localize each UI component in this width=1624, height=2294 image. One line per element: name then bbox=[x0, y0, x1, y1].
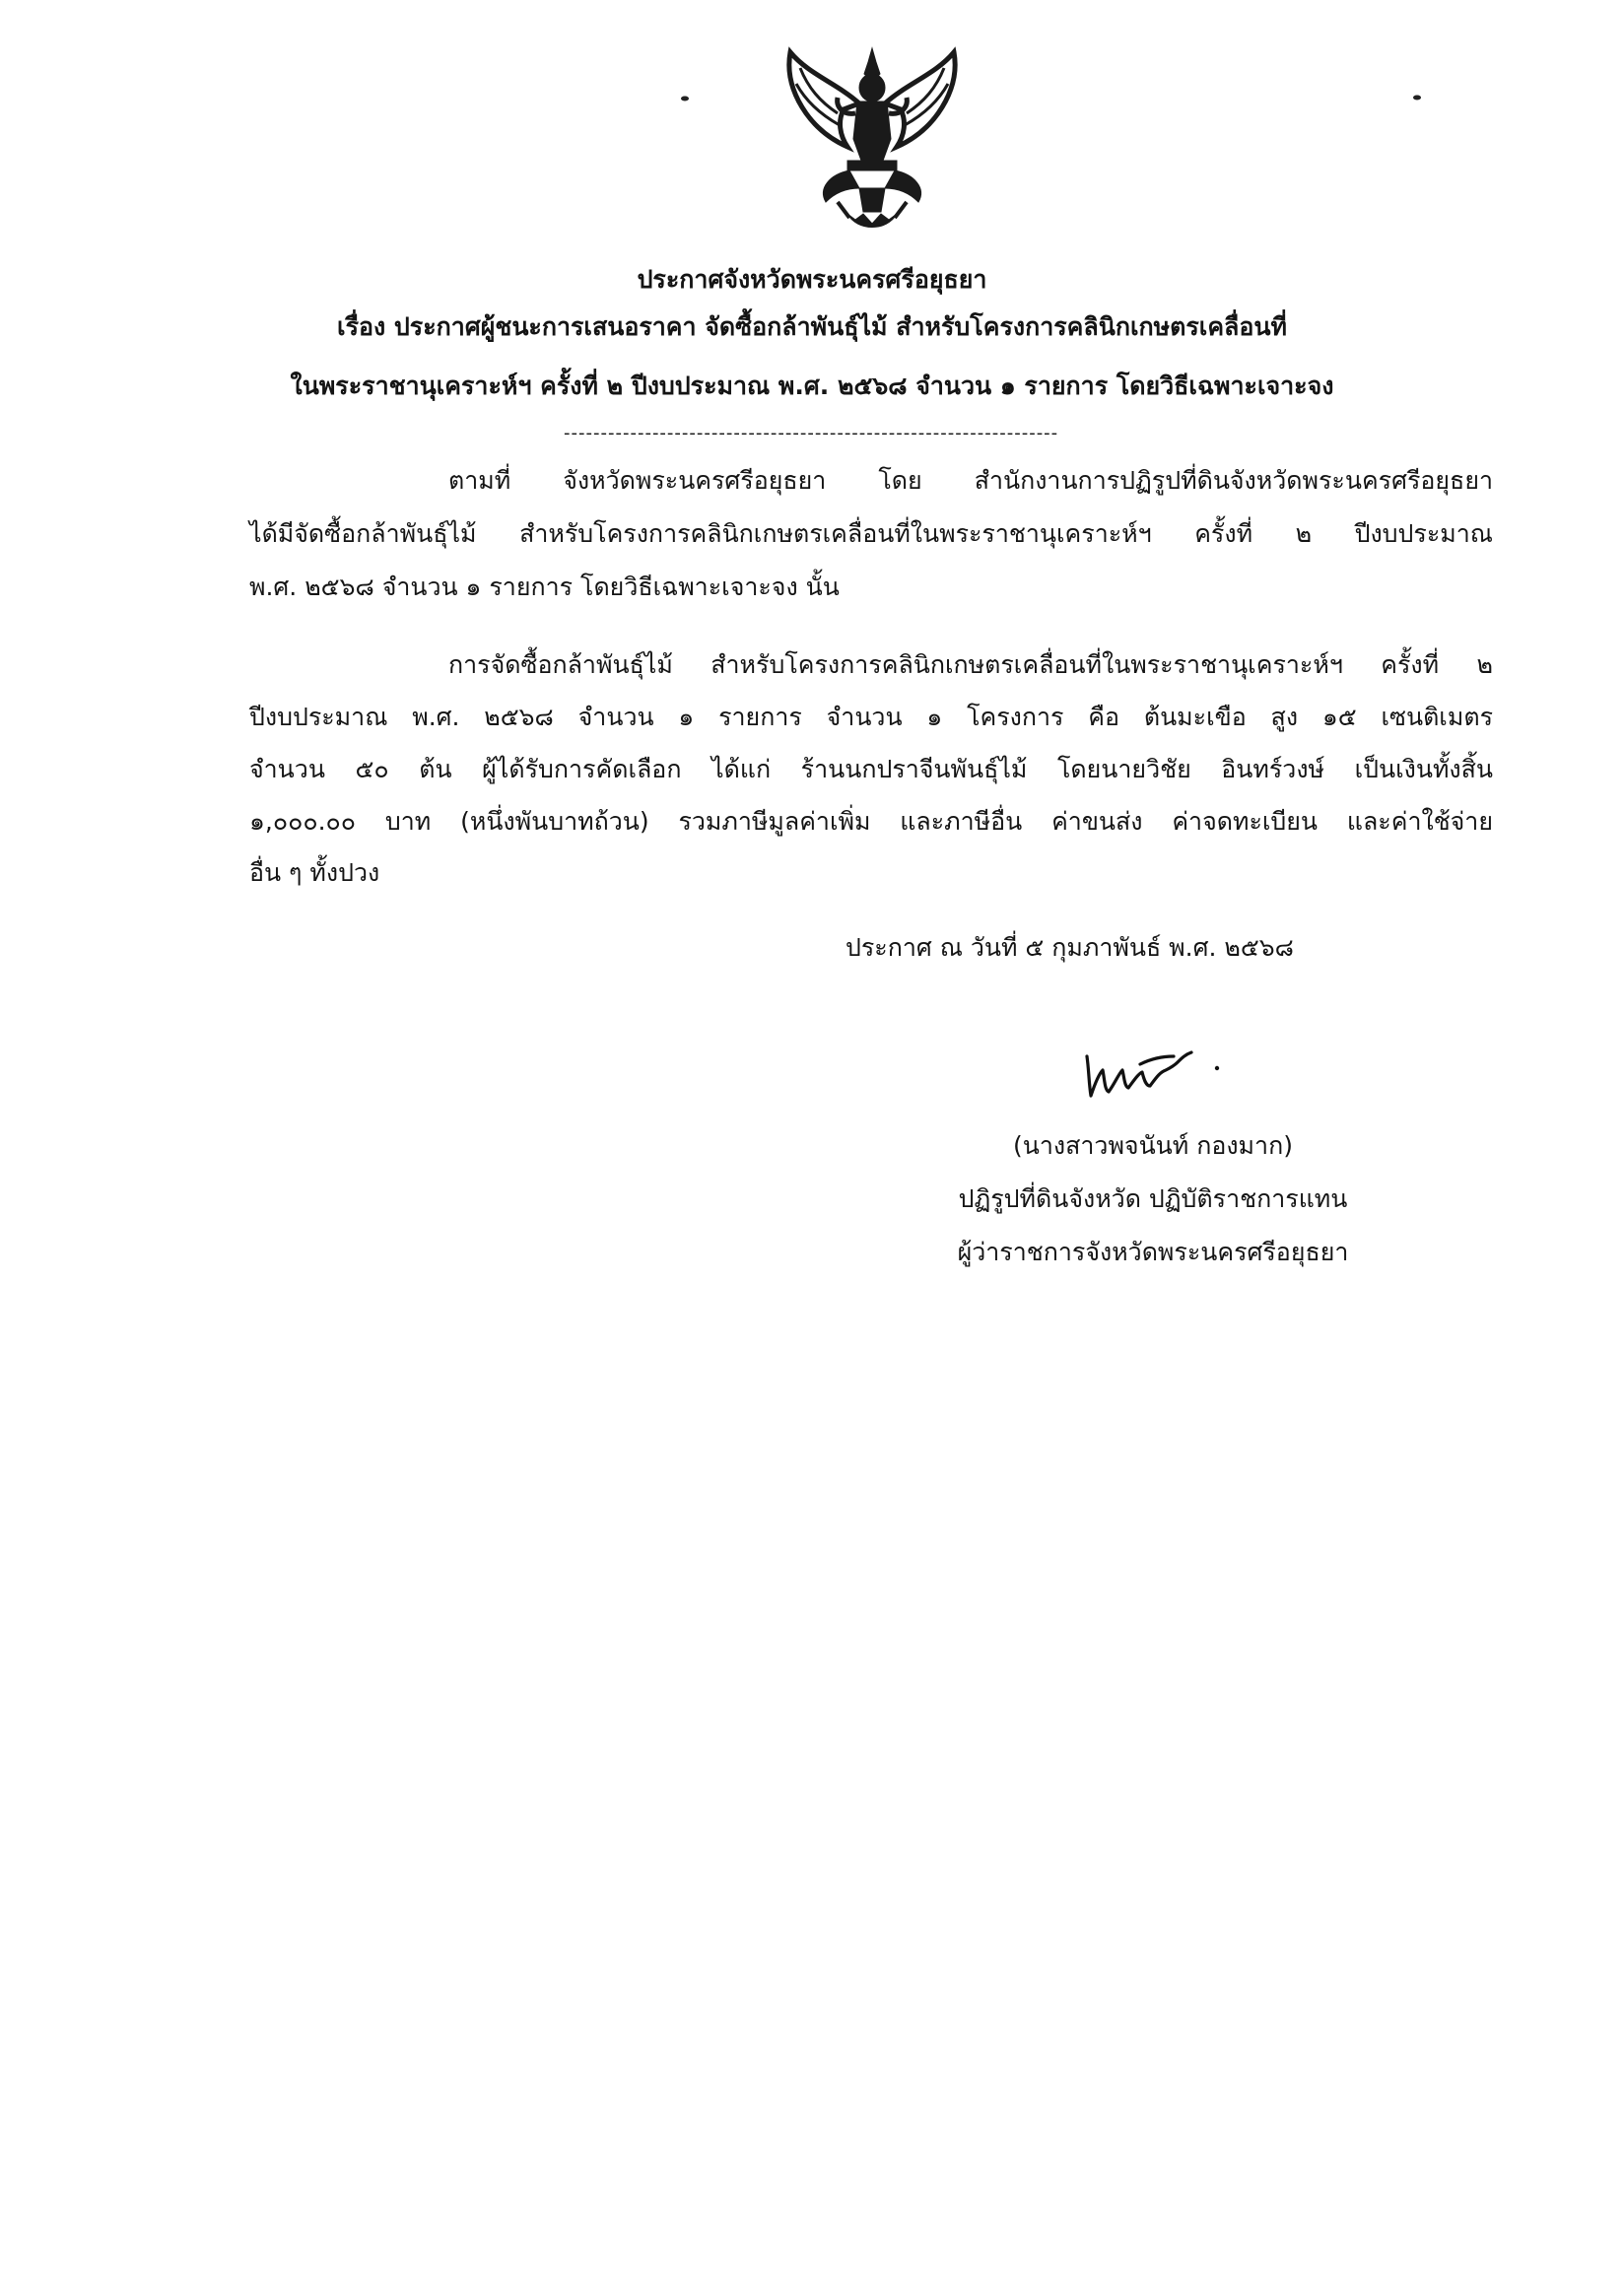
paragraph-2-line-4: ๑,๐๐๐.๐๐ บาท (หนึ่งพันบาทถ้วน) รวมภาษีมูลค่าเพิ่ม และภาษีอื่น ค่าขนส่ง ค่าจดทะเบียน และค่าใช้จ่าย bbox=[249, 807, 1493, 836]
subject-line-2: ในพระราชานุเคราะห์ฯ ครั้งที่ ๒ ปีงบประมาณ พ.ศ. ๒๕๖๘ จำนวน ๑ รายการ โดยวิธีเฉพาะเจาะจง bbox=[290, 371, 1334, 400]
paragraph-1-line-3: พ.ศ. ๒๕๖๘ จำนวน ๑ รายการ โดยวิธีเฉพาะเจาะจง นั้น bbox=[249, 573, 840, 601]
announcement-title: ประกาศจังหวัดพระนครศรีอยุธยา bbox=[637, 265, 987, 294]
paragraph-2-line-2: ปีงบประมาณ พ.ศ. ๒๕๖๘ จำนวน ๑ รายการ จำนวน ๑ โครงการ คือ ต้นมะเขือ สูง ๑๕ เซนติเมตร bbox=[249, 703, 1493, 731]
announcement-date: ประกาศ ณ วันที่ ๕ กุมภาพันธ์ พ.ศ. ๒๕๖๘ bbox=[846, 933, 1294, 962]
heading-divider: ------------------------------------------------------------------- bbox=[564, 423, 1059, 443]
paragraph-1-line-2: ได้มีจัดซื้อกล้าพันธุ์ไม้ สำหรับโครงการคลินิกเกษตรเคลื่อนที่ในพระราชานุเคราะห์ฯ ครั้งที่ ๒ ปีงบประมาณ bbox=[249, 519, 1493, 548]
garuda-emblem-icon bbox=[778, 44, 966, 241]
paragraph-2-line-3: จำนวน ๕๐ ต้น ผู้ได้รับการคัดเลือก ได้แก่ ร้านนกปราจีนพันธุ์ไม้ โดยนายวิชัย อินทร์วงษ์ เป็นเงินทั้งสิ้น bbox=[249, 755, 1493, 783]
signatory-name: (นางสาวพจนันท์ กองมาก) bbox=[1013, 1131, 1293, 1160]
scan-speck bbox=[1412, 95, 1422, 101]
signatory-position-1: ปฏิรูปที่ดินจังหวัด ปฏิบัติราชการแทน bbox=[958, 1184, 1348, 1213]
signatory-position-2: ผู้ว่าราชการจังหวัดพระนครศรีอยุธยา bbox=[957, 1238, 1349, 1266]
paragraph-1-line-1: ตามที่ จังหวัดพระนครศรีอยุธยา โดย สำนักงานการปฏิรูปที่ดินจังหวัดพระนครศรีอยุธยา bbox=[448, 466, 1493, 495]
subject-line-1: เรื่อง ประกาศผู้ชนะการเสนอราคา จัดซื้อกล้าพันธุ์ไม้ สำหรับโครงการคลินิกเกษตรเคลื่อนที่ bbox=[337, 312, 1287, 341]
handwritten-signature bbox=[1079, 1035, 1227, 1113]
paragraph-2-line-1: การจัดซื้อกล้าพันธุ์ไม้ สำหรับโครงการคลินิกเกษตรเคลื่อนที่ในพระราชานุเคราะห์ฯ ครั้งที่ ๒ bbox=[448, 650, 1493, 679]
paragraph-2-line-5: อื่น ๆ ทั้งปวง bbox=[249, 858, 380, 887]
scan-speck bbox=[680, 96, 690, 101]
